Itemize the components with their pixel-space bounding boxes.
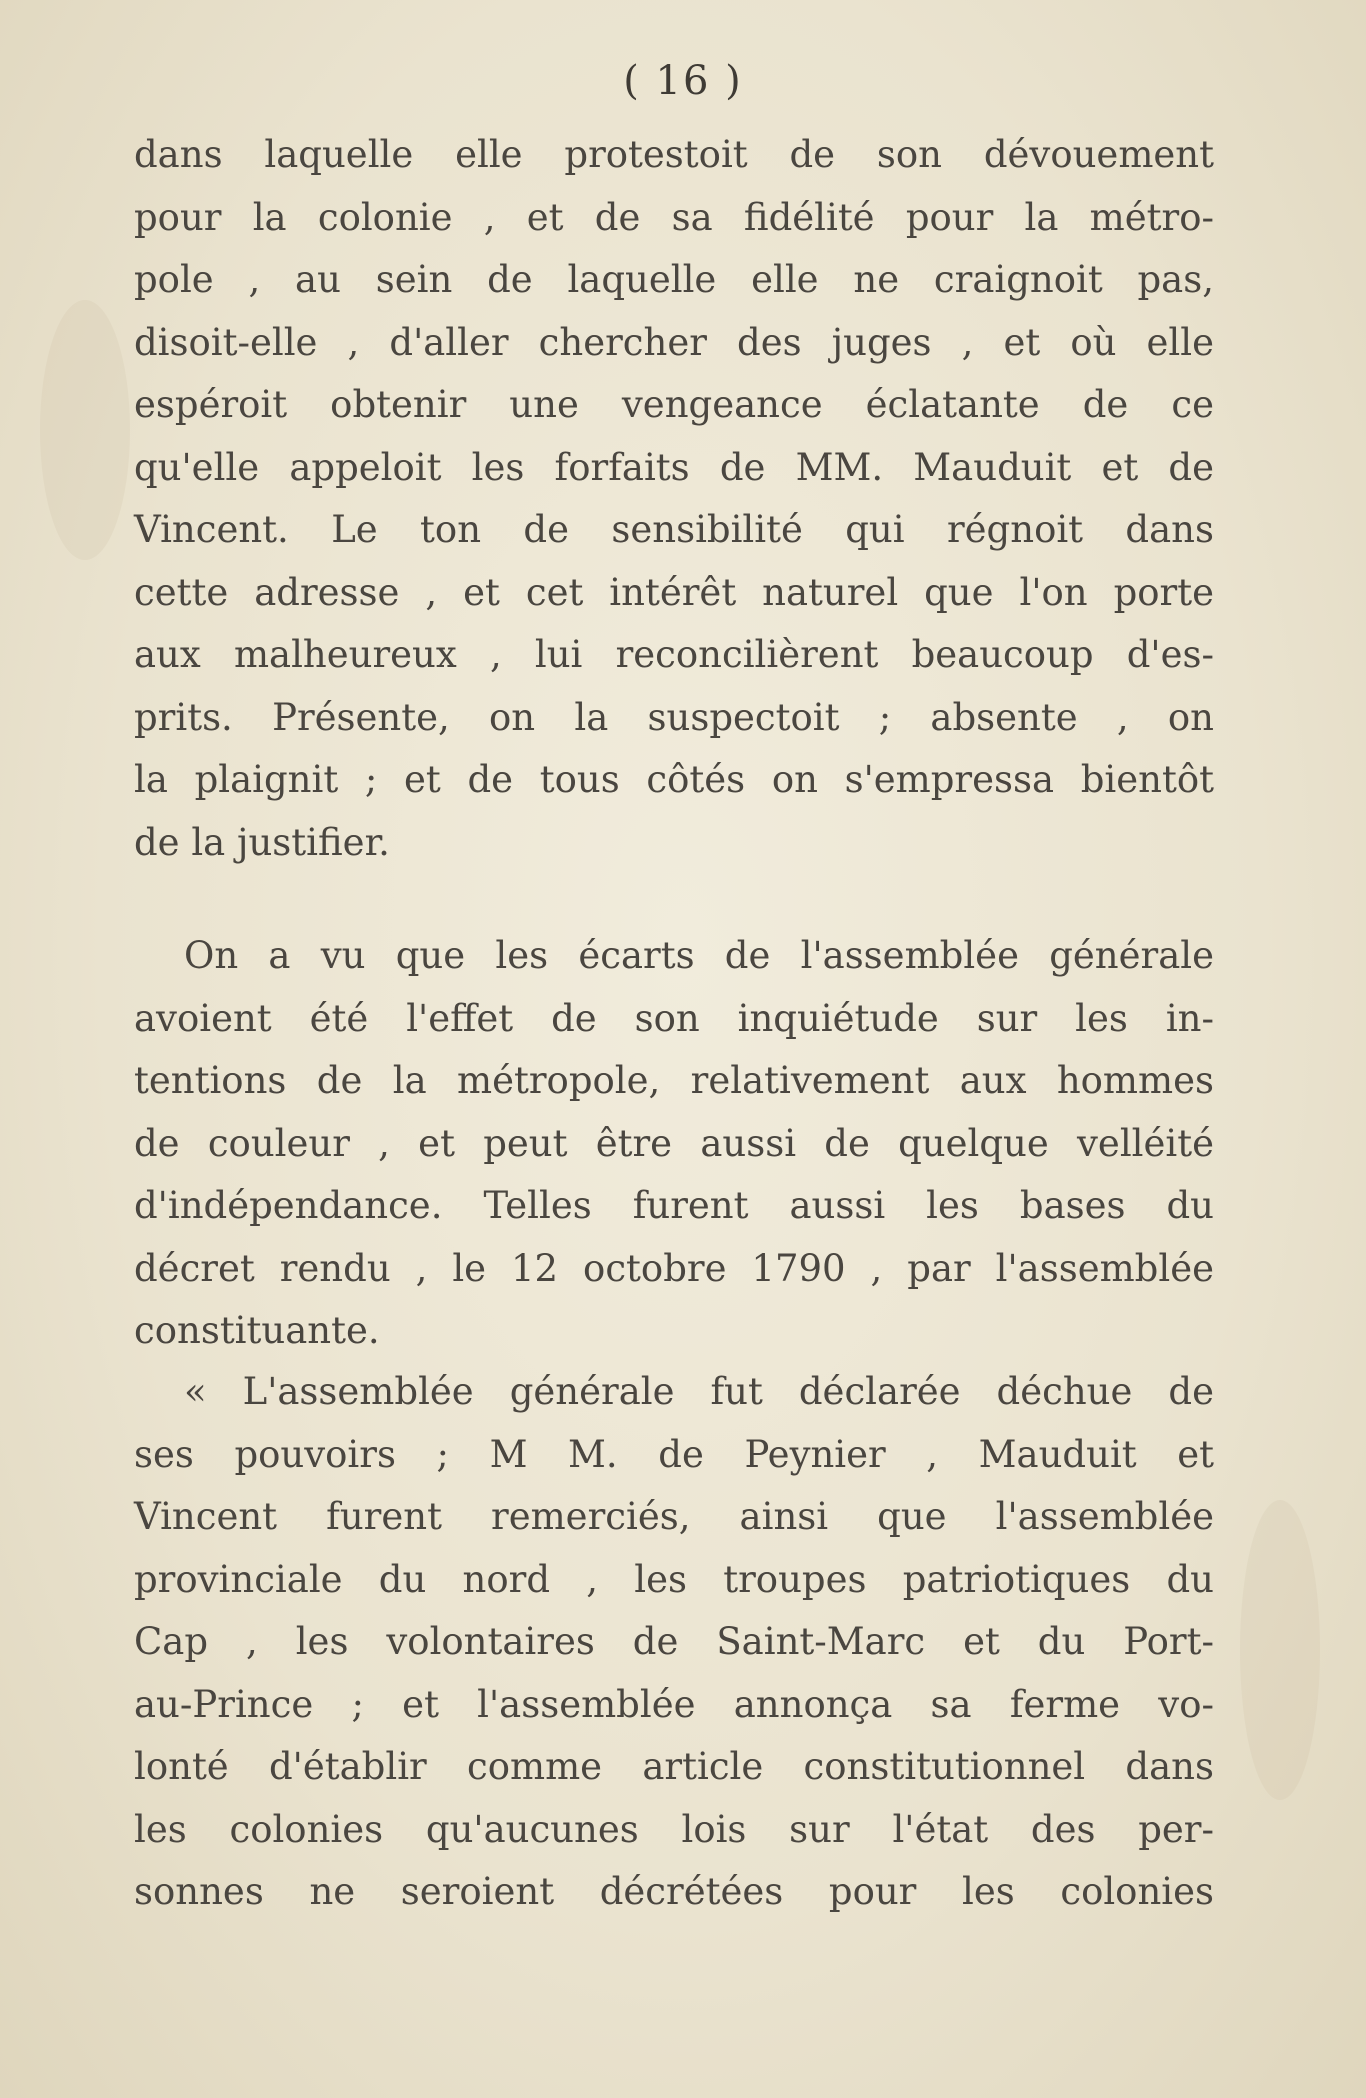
- paper-stain: [1240, 1500, 1320, 1800]
- text-line: ses pouvoirs ; M M. de Peynier , Mauduit et: [134, 1432, 1214, 1476]
- text-line: d'indépendance. Telles furent aussi les bases du: [134, 1184, 1214, 1227]
- text-line: espéroit obtenir une vengeance éclatante de ce: [134, 383, 1214, 426]
- paragraph-3: [134, 1361, 1214, 1924]
- text-line: sonnes ne seroient décrétées pour les colonies: [134, 1870, 1214, 1913]
- text-line: constituante.: [134, 1309, 380, 1352]
- text-line: décret rendu , le 12 octobre 1790 , par l'assemblée: [134, 1246, 1214, 1290]
- text-line: les colonies qu'aucunes lois sur l'état des per-: [134, 1807, 1214, 1851]
- text-line: tentions de la métropole, relativement aux hommes: [134, 1059, 1214, 1102]
- text-line: « L'assemblée générale fut déclarée déchue de: [184, 1370, 1214, 1413]
- text-line: aux malheureux , lui reconcilièrent beaucoup d'es-: [134, 633, 1214, 676]
- page-number: ( 16 ): [623, 58, 743, 104]
- text-line: disoit-elle , d'aller chercher des juges , et où elle: [134, 320, 1214, 364]
- paragraph-2: [134, 925, 1214, 1363]
- text-line: au-Prince ; et l'assemblée annonça sa ferme vo-: [134, 1682, 1214, 1726]
- text-line: de couleur , et peut être aussi de quelque velléité: [134, 1121, 1214, 1165]
- text-line: pole , au sein de laquelle elle ne craignoit pas,: [134, 258, 1214, 301]
- text-line: pour la colonie , et de sa fidélité pour la métro-: [134, 195, 1214, 239]
- text-line: la plaignit ; et de tous côtés on s'empressa bientôt: [134, 758, 1214, 801]
- paper-stain: [40, 300, 130, 560]
- text-line: On a vu que les écarts de l'assemblée générale: [184, 934, 1214, 977]
- paragraph-1: [134, 124, 1214, 874]
- text-line: Vincent furent remerciés, ainsi que l'assemblée: [134, 1495, 1214, 1538]
- text-line: qu'elle appeloit les forfaits de MM. Mauduit et de: [134, 445, 1214, 489]
- text-line: lonté d'établir comme article constitutionnel dans: [134, 1745, 1214, 1788]
- text-line: Cap , les volontaires de Saint-Marc et du Port-: [134, 1620, 1214, 1663]
- text-line: avoient été l'effet de son inquiétude sur les in-: [134, 996, 1214, 1040]
- text-line: prits. Présente, on la suspectoit ; absente , on: [134, 695, 1214, 739]
- text-line: Vincent. Le ton de sensibilité qui régnoit dans: [134, 508, 1214, 551]
- text-line: de la justifier.: [134, 820, 390, 864]
- text-line: cette adresse , et cet intérêt naturel que l'on porte: [134, 570, 1214, 614]
- text-line: dans laquelle elle protestoit de son dévouement: [134, 133, 1214, 176]
- text-line: provinciale du nord , les troupes patriotiques du: [134, 1557, 1214, 1601]
